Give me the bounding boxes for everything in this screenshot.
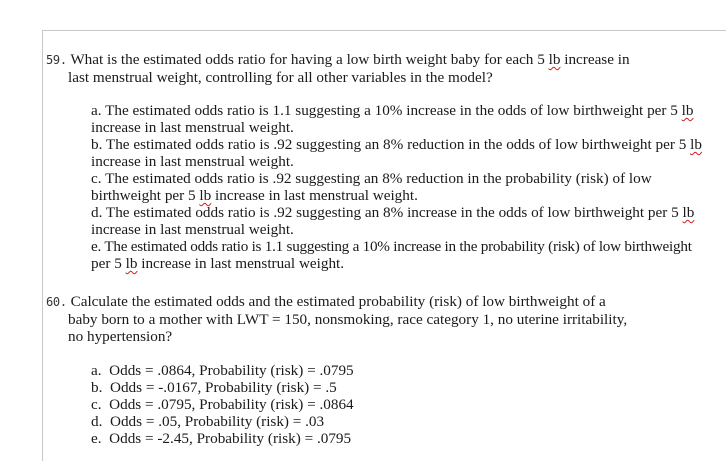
- question-60-number: 60.: [46, 295, 67, 309]
- option-60-e[interactable]: e. Odds = -2.45, Probability (risk) = .0795: [91, 430, 352, 447]
- option-59-e[interactable]: e. The estimated odds ratio is 1.1 suggesting a 10% increase in the probability (risk) of low birthweight per 5 lb increase in last menstrual weight.: [91, 238, 692, 272]
- question-60: [46, 293, 627, 345]
- spellcheck-word: lb: [199, 187, 212, 204]
- option-59-c[interactable]: c. The estimated odds ratio is .92 suggesting an 8% reduction in the probability (risk) of low birthweight per 5 lb increase in last menstrual weight.: [91, 170, 652, 204]
- spellcheck-word: lb: [682, 204, 695, 221]
- spellcheck-word: lb: [548, 51, 561, 68]
- question-59: [46, 51, 630, 86]
- question-59-line-2: last menstrual weight, controlling for all other variables in the model?: [68, 69, 493, 86]
- option-59-b[interactable]: b. The estimated odds ratio is .92 suggesting an 8% reduction in the odds of low birthweight per 5 lb increase in last menstrual weight.: [91, 136, 702, 170]
- spellcheck-word: lb: [690, 136, 702, 153]
- option-59-d[interactable]: d. The estimated odds ratio is .92 suggesting an 8% increase in the odds of low birthweight per 5 lb increase in last menstrual weight.: [91, 204, 695, 238]
- option-60-c[interactable]: c. Odds = .0795, Probability (risk) = .0864: [91, 396, 354, 413]
- spellcheck-word: lb: [125, 255, 138, 272]
- spellcheck-word: lb: [681, 102, 694, 119]
- question-59-number: 59.: [46, 53, 67, 67]
- question-60-options: [91, 362, 354, 447]
- option-60-a[interactable]: a. Odds = .0864, Probability (risk) = .0795: [91, 362, 354, 379]
- question-59-line-1: 59. What is the estimated odds ratio for having a low birth weight baby for each 5 lb increase in: [46, 51, 630, 68]
- option-60-b[interactable]: b. Odds = -.0167, Probability (risk) = .5: [91, 379, 337, 396]
- question-60-line-2: baby born to a mother with LWT = 150, nonsmoking, race category 1, no uterine irritability,: [68, 311, 628, 328]
- question-60-line-3: no hypertension?: [68, 328, 173, 345]
- option-59-a[interactable]: a. The estimated odds ratio is 1.1 suggesting a 10% increase in the odds of low birthweight per 5 lb increase in last menstrual weight.: [91, 102, 694, 136]
- option-60-d[interactable]: d. Odds = .05, Probability (risk) = .03: [91, 413, 325, 430]
- question-59-options: [91, 102, 702, 272]
- question-60-line-1: 60. Calculate the estimated odds and the estimated probability (risk) of low birthweight of a: [46, 293, 606, 310]
